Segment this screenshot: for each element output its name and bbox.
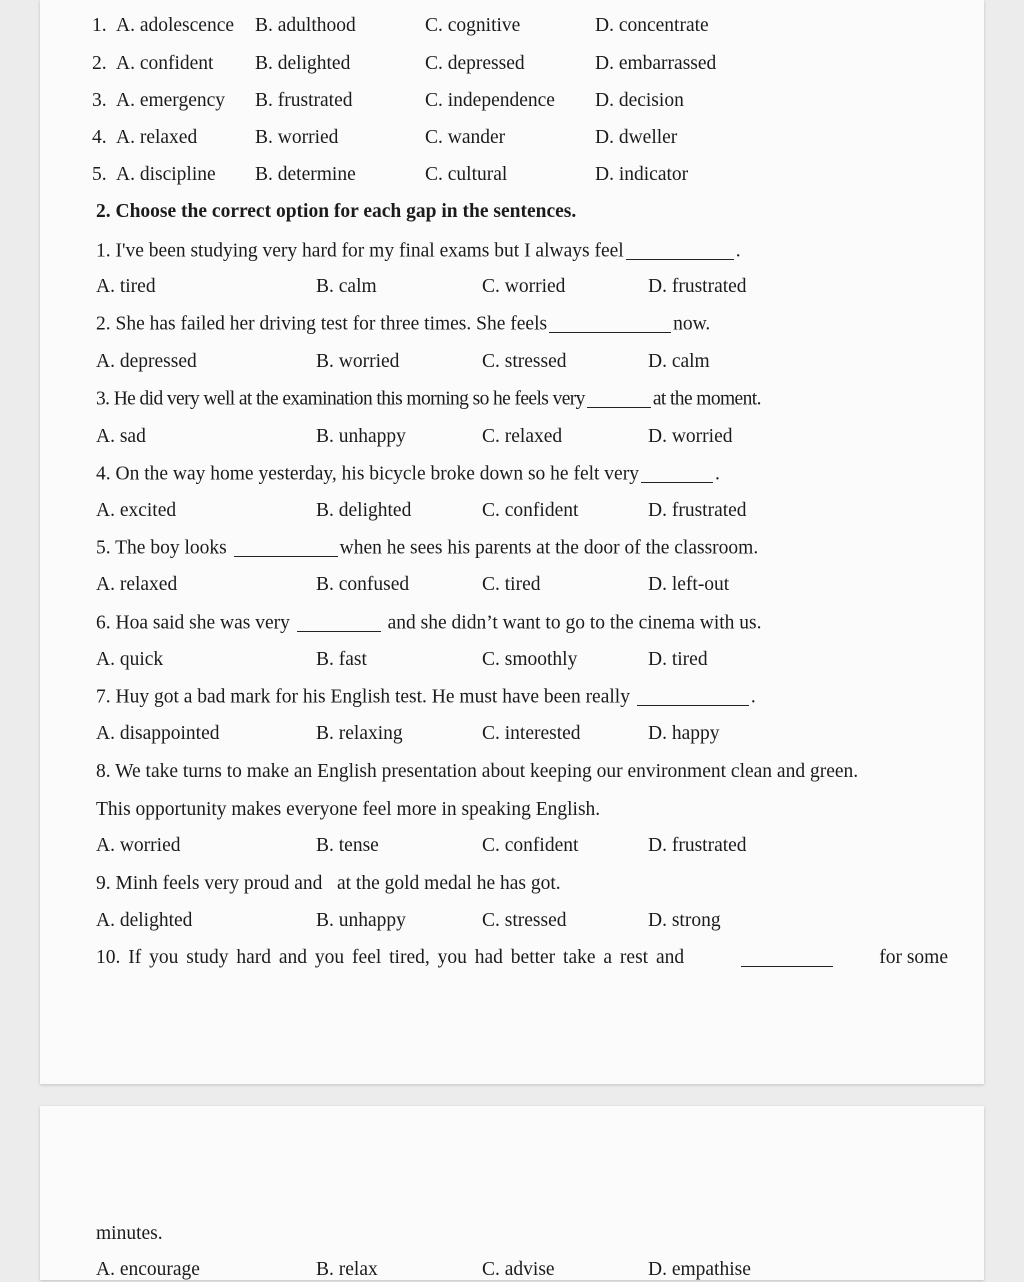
- option-c: C. interested: [482, 723, 581, 744]
- option-a: A. sad: [96, 426, 146, 447]
- question-2: [96, 312, 710, 337]
- option-a: A. emergency: [116, 90, 226, 111]
- option-c: C. depressed: [425, 53, 525, 74]
- section1-row-5: [40, 163, 984, 187]
- option-c: C. cognitive: [425, 15, 521, 36]
- option-b: B. fast: [316, 649, 367, 670]
- question-10-options: [40, 1258, 984, 1282]
- option-d: D. tired: [648, 649, 708, 670]
- option-d: D. left-out: [648, 574, 730, 595]
- question-text: 1. I've been studying very hard for my final exams but I always feel: [96, 240, 624, 262]
- question-text-end: now.: [673, 313, 711, 335]
- row-number: 1.: [92, 15, 107, 36]
- section1-row-1: [40, 14, 984, 38]
- answer-blank: [637, 685, 749, 706]
- question-1-options: [40, 275, 984, 299]
- question-8-line-2: This opportunity makes everyone feel more in speaking English.: [96, 799, 601, 820]
- question-1: [96, 239, 741, 264]
- option-a: A. disappointed: [96, 723, 220, 744]
- option-a: A. tired: [96, 276, 156, 297]
- option-b: B. adulthood: [255, 15, 356, 36]
- question-8-options: [40, 834, 984, 858]
- question-7-options: [40, 722, 984, 746]
- option-d: D. indicator: [595, 164, 689, 185]
- option-b: B. calm: [316, 276, 377, 297]
- option-d: D. dweller: [595, 127, 678, 148]
- question-6: [96, 611, 762, 636]
- question-text-end: .: [735, 240, 741, 262]
- option-b: B. confused: [316, 574, 410, 595]
- question-text: 3. He did very well at the examination this morning so he feels very: [96, 388, 585, 410]
- question-text-end: for some: [879, 947, 948, 968]
- question-text-end: and she didn’t want to go to the cinema with us.: [387, 612, 762, 634]
- option-d: D. decision: [595, 90, 684, 111]
- question-text: 5. The boy looks: [96, 537, 227, 559]
- question-8-line-1: 8. We take turns to make an English presentation about keeping our environment clean and green.: [96, 761, 859, 782]
- option-b: B. delighted: [316, 500, 412, 521]
- option-a: A. relaxed: [96, 574, 178, 595]
- option-a: A. delighted: [96, 910, 193, 931]
- option-b: B. worried: [255, 127, 339, 148]
- option-c: C. tired: [482, 574, 541, 595]
- option-d: D. empathise: [648, 1259, 751, 1280]
- option-d: D. worried: [648, 426, 733, 447]
- option-a: A. relaxed: [116, 127, 198, 148]
- option-a: A. adolescence: [116, 15, 235, 36]
- worksheet-page-bottom: [40, 1106, 984, 1280]
- answer-blank: [741, 946, 833, 967]
- answer-blank: [549, 312, 671, 333]
- option-b: B. relax: [316, 1259, 378, 1280]
- answer-blank: [587, 387, 651, 408]
- question-3: [96, 387, 761, 412]
- option-c: C. confident: [482, 835, 579, 856]
- option-b: B. unhappy: [316, 426, 406, 447]
- option-c: C. smoothly: [482, 649, 578, 670]
- option-d: D. calm: [648, 351, 710, 372]
- option-c: C. relaxed: [482, 426, 563, 447]
- section1-row-3: [40, 89, 984, 113]
- answer-blank: [234, 536, 338, 557]
- section1-row-2: [40, 52, 984, 76]
- option-d: D. embarrassed: [595, 53, 717, 74]
- section2-heading: 2. Choose the correct option for each gap in the sentences.: [96, 201, 577, 222]
- question-6-options: [40, 648, 984, 672]
- option-c: C. cultural: [425, 164, 508, 185]
- question-text: 4. On the way home yesterday, his bicycle broke down so he felt very: [96, 463, 639, 485]
- question-text-end: when he sees his parents at the door of the classroom.: [339, 537, 759, 559]
- option-b: B. tense: [316, 835, 379, 856]
- option-b: B. unhappy: [316, 910, 406, 931]
- row-number: 2.: [92, 53, 107, 74]
- option-b: B. relaxing: [316, 723, 403, 744]
- option-d: D. happy: [648, 723, 720, 744]
- row-number: 4.: [92, 127, 107, 148]
- question-text: 6. Hoa said she was very: [96, 612, 290, 634]
- worksheet-page-top: [40, 0, 984, 1084]
- question-text-end: at the moment.: [652, 388, 761, 410]
- option-b: B. worried: [316, 351, 400, 372]
- option-a: A. depressed: [96, 351, 197, 372]
- question-5-options: [40, 573, 984, 597]
- option-b: B. determine: [255, 164, 356, 185]
- option-c: C. advise: [482, 1259, 555, 1280]
- question-text: 10. If you study hard and you feel tired, you had better take a rest and: [96, 947, 685, 968]
- option-a: A. worried: [96, 835, 181, 856]
- question-10: [96, 946, 948, 970]
- row-number: 3.: [92, 90, 107, 111]
- question-10-continuation: minutes.: [96, 1223, 163, 1244]
- section1-row-4: [40, 126, 984, 150]
- option-d: D. concentrate: [595, 15, 709, 36]
- option-d: D. frustrated: [648, 276, 747, 297]
- option-a: A. confident: [116, 53, 214, 74]
- question-7: [96, 685, 756, 710]
- option-d: D. strong: [648, 910, 721, 931]
- option-c: C. worried: [482, 276, 566, 297]
- option-c: C. independence: [425, 90, 555, 111]
- option-d: D. frustrated: [648, 835, 747, 856]
- question-text: 2. She has failed her driving test for three times. She feels: [96, 313, 548, 335]
- question-4: [96, 462, 720, 487]
- answer-blank: [297, 611, 381, 632]
- question-text: 7. Huy got a bad mark for his English test. He must have been really: [96, 686, 630, 708]
- question-5: [96, 536, 758, 561]
- question-3-options: [40, 425, 984, 449]
- question-9-options: [40, 909, 984, 933]
- question-9: 9. Minh feels very proud and at the gold medal he has got.: [96, 873, 561, 894]
- option-a: A. encourage: [96, 1259, 200, 1280]
- option-a: A. excited: [96, 500, 177, 521]
- answer-blank: [626, 239, 734, 260]
- answer-blank: [641, 462, 713, 483]
- question-text-end: .: [714, 463, 720, 485]
- option-a: A. discipline: [116, 164, 216, 185]
- option-d: D. frustrated: [648, 500, 747, 521]
- question-text-end: .: [750, 686, 756, 708]
- option-c: C. stressed: [482, 351, 567, 372]
- option-c: C. stressed: [482, 910, 567, 931]
- question-2-options: [40, 350, 984, 374]
- option-b: B. frustrated: [255, 90, 353, 111]
- option-c: C. confident: [482, 500, 579, 521]
- option-c: C. wander: [425, 127, 506, 148]
- option-b: B. delighted: [255, 53, 351, 74]
- option-a: A. quick: [96, 649, 164, 670]
- row-number: 5.: [92, 164, 107, 185]
- question-4-options: [40, 499, 984, 523]
